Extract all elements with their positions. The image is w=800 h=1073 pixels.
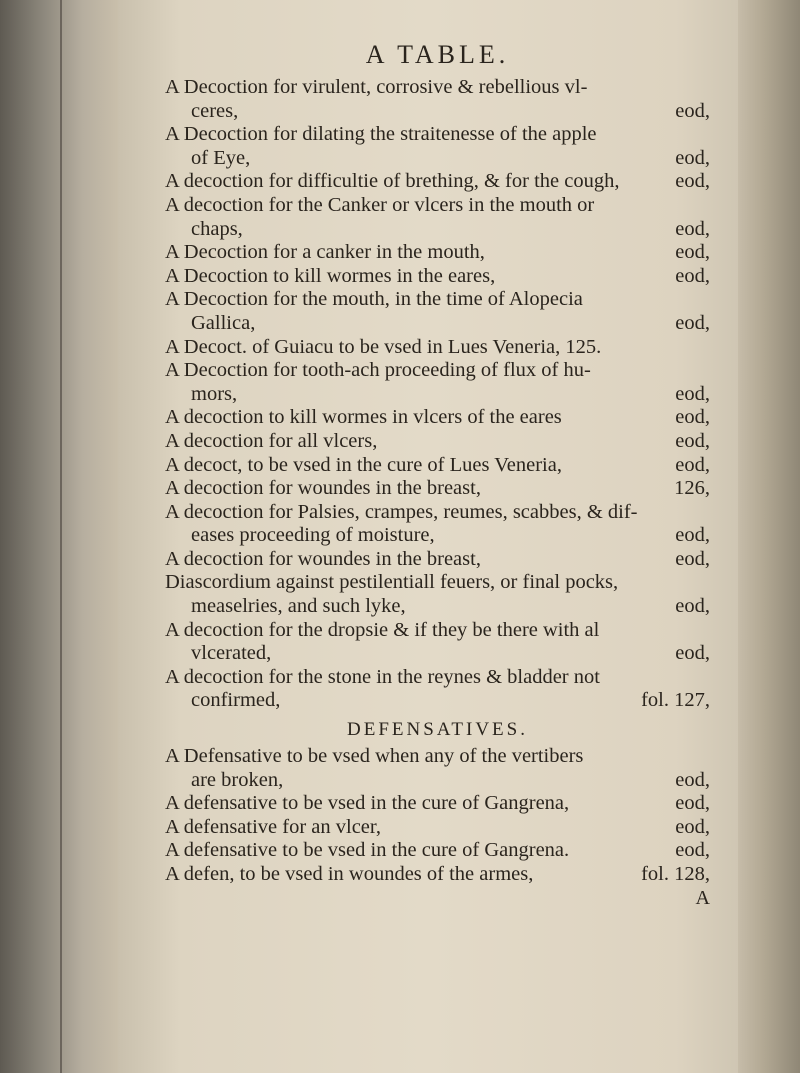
entry-continuation: eod, measelries, and such lyke,: [191, 595, 710, 618]
entry-text: eod, A decoction for woundes in the breast,: [165, 547, 710, 570]
section-heading: DEFENSATIVES.: [347, 719, 528, 741]
decoction-entries: [165, 76, 710, 713]
entry-reference: eod,: [675, 839, 710, 862]
entry-reference: eod,: [675, 311, 710, 334]
entry-text: eod, A Decoction to kill wormes in the eares,: [165, 264, 710, 287]
index-entry: [165, 792, 710, 816]
entry-reference: eod,: [675, 146, 710, 169]
entry-text: eod, A defensative for an vlcer,: [165, 815, 710, 838]
entry-text: eod, A defensative to be vsed in the cure of Gangrena.: [165, 839, 710, 862]
entry-reference: eod,: [675, 264, 710, 287]
entry-continuation: eod, vlcerated,: [191, 642, 710, 665]
entry-text: A decoction for the Canker or vlcers in the mouth or: [165, 193, 595, 216]
entry-reference: eod,: [675, 815, 710, 838]
entry-reference: eod,: [675, 406, 710, 429]
entry-reference: fol. 127,: [641, 689, 710, 712]
entry-continuation: eod, mors,: [191, 382, 710, 405]
entry-reference: eod,: [675, 792, 710, 815]
index-entry: [165, 477, 710, 501]
entry-text: eod, A defensative to be vsed in the cure of Gangrena,: [165, 792, 710, 815]
gutter-fold: [60, 0, 62, 1073]
entry-text: A Defensative to be vsed when any of the vertibers: [165, 745, 584, 768]
book-gutter: [0, 0, 118, 1073]
index-entry: [165, 666, 710, 713]
index-entry: [165, 76, 710, 123]
entry-reference: eod,: [675, 453, 710, 476]
page-edge: [738, 0, 800, 1073]
entry-reference: eod,: [675, 642, 710, 665]
index-entry: [165, 839, 710, 863]
index-entry: [165, 745, 710, 792]
entry-continuation: eod, are broken,: [191, 768, 710, 791]
index-entry: [165, 571, 710, 618]
entry-reference: eod,: [675, 768, 710, 791]
running-head: A TABLE.: [365, 40, 510, 69]
entry-text: A decoction for the stone in the reynes & bladder not: [165, 665, 600, 688]
index-entry: [165, 265, 710, 289]
index-entry: [165, 170, 710, 194]
entry-text: A decoction for Palsies, crampes, reumes, scabbes, & dif-: [165, 500, 638, 523]
entry-text: A decoction for the dropsie & if they be there with al: [165, 618, 600, 641]
entry-text: eod, A Decoction for a canker in the mouth,: [165, 241, 710, 264]
entry-continuation: eod, eases proceeding of moisture,: [191, 524, 710, 547]
index-entry: [165, 430, 710, 454]
entry-continuation: eod, ceres,: [191, 99, 710, 122]
entry-continuation: fol. 127, confirmed,: [191, 689, 710, 712]
entry-continuation: eod, Gallica,: [191, 311, 710, 334]
entry-text: A Decoct. of Guiacu to be vsed in Lues Veneria, 125.: [165, 335, 602, 358]
index-entry: [165, 359, 710, 406]
index-entry: [165, 619, 710, 666]
entry-text: A Decoction for dilating the straitenesse of the apple: [165, 123, 597, 146]
entry-reference: eod,: [675, 382, 710, 405]
entry-text: fol. 128, A defen, to be vsed in woundes of the armes,: [165, 863, 710, 885]
entry-reference: eod,: [675, 595, 710, 618]
entry-reference: eod,: [675, 99, 710, 122]
index-entry: [165, 863, 710, 887]
entry-text: eod, A decoction for all vlcers,: [165, 429, 710, 452]
entry-text: Diascordium against pestilentiall feuers, or final pocks,: [165, 571, 619, 594]
index-entry: [165, 288, 710, 335]
entry-text: A Decoction for tooth-ach proceeding of flux of hu-: [165, 359, 591, 382]
entry-continuation: eod, of Eye,: [191, 146, 710, 169]
index-entry: [165, 336, 710, 360]
entry-reference: eod,: [675, 217, 710, 240]
index-entry: [165, 194, 710, 241]
entry-reference: eod,: [675, 547, 710, 570]
table-page-content: [165, 40, 710, 910]
entry-reference: eod,: [675, 429, 710, 452]
index-entry: [165, 123, 710, 170]
index-entry: [165, 816, 710, 840]
index-entry: [165, 454, 710, 478]
index-entry: [165, 406, 710, 430]
entry-reference: eod,: [675, 170, 710, 193]
entry-text: eod, A decoction to kill wormes in vlcers of the eares: [165, 406, 710, 429]
entry-reference: 126,: [674, 477, 710, 500]
index-entry: [165, 548, 710, 572]
index-entry: [165, 241, 710, 265]
entry-reference: eod,: [675, 524, 710, 547]
entry-reference: fol. 128,: [641, 863, 710, 885]
entry-text: A Decoction for virulent, corrosive & rebellious vl-: [165, 76, 588, 98]
entry-text: eod, A decoction for difficultie of brething, & for the cough,: [165, 170, 710, 193]
entry-text: eod, A decoct, to be vsed in the cure of Lues Veneria,: [165, 453, 710, 476]
index-entry: [165, 501, 710, 548]
entry-reference: eod,: [675, 241, 710, 264]
entry-continuation: eod, chaps,: [191, 217, 710, 240]
entry-text: A Decoction for the mouth, in the time of Alopecia: [165, 288, 583, 311]
defensative-entries: [165, 745, 710, 887]
entry-text: 126, A decoction for woundes in the breast,: [165, 477, 710, 500]
catchword: A: [695, 886, 710, 909]
